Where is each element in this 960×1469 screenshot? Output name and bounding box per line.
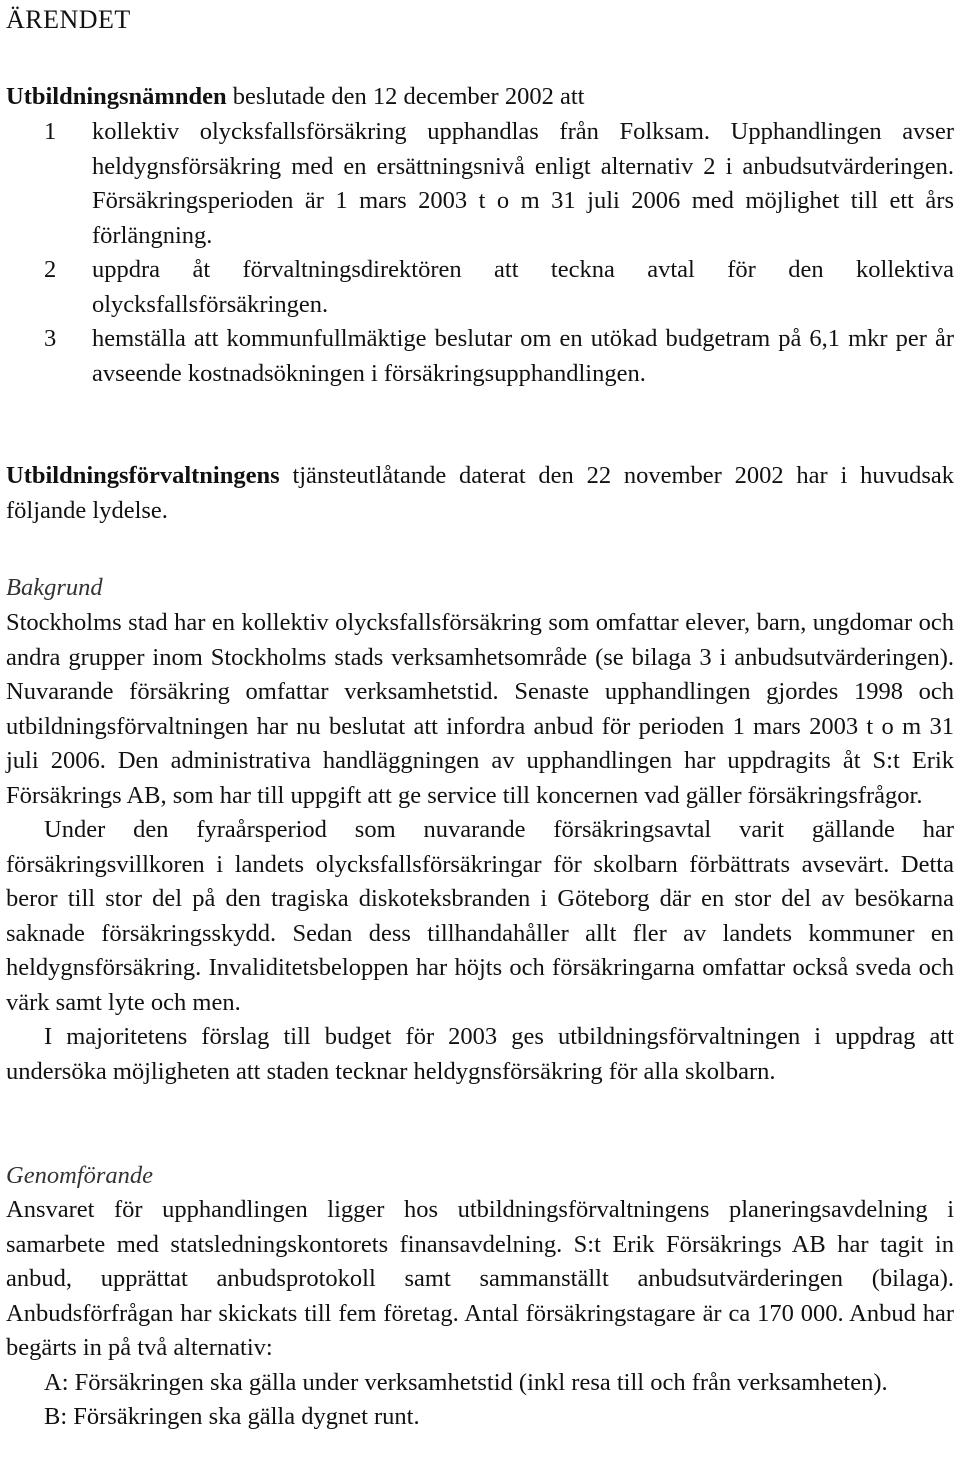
decision-intro-text: beslutade den 12 december 2002 att <box>226 83 585 110</box>
bakgrund-paragraph-3: I majoritetens förslag till budget för 2003 ges utbildningsförvaltningen i uppdrag att undersöka möjligheten att staden tecknar heldygnsförsäkring för alla skolbarn. <box>6 1023 954 1085</box>
decision-item-text: hemställa att kommunfullmäktige beslutar om en utökad budgetram på 6,1 mkr per år avseende kostnadsökningen i försäkringsupphandlingen. <box>92 325 954 387</box>
decision-item-text: uppdra åt förvaltningsdirektören att teckna avtal för den kollektiva olycksfallsförsäkringen. <box>92 256 954 318</box>
genomforande-paragraph: Ansvaret för upphandlingen ligger hos utbildningsförvaltningens planeringsavdelning i samarbete med statsledningskontorets finansavdelning. S:t Erik Försäkrings AB har tagit in anbud, upprättat anbudsprotokoll samt sammanställt anbudsutvärderingen (bilaga). Anbudsförfrågan har skickats till fem företag. Antal försäkringstagare är ca 170 000. Anbud har begärts in på två alternativ: <box>6 1196 954 1361</box>
decision-item-1 <box>6 115 954 253</box>
bakgrund-body <box>6 606 954 1089</box>
decision-item-text: kollektiv olycksfallsförsäkring upphandlas från Folksam. Upphandlingen avser heldygnsförsäkring med en ersättningsnivå enligt alternativ 2 i anbudsutvärderingen. Försäkringsperioden är 1 mars 2003 t o m 31 juli 2006 med möjlighet till ett års förlängning. <box>92 118 954 249</box>
bakgrund-paragraph-2: Under den fyraårsperiod som nuvarande försäkringsavtal varit gällande har försäkringsvillkoren i landets olycksfallsförsäkringar för skolbarn förbättrats avsevärt. Detta beror till stor del på den tragiska diskoteksbranden i Göteborg där en stor del av besökarna saknade försäkringsskydd. Sedan dess tillhandahåller allt fler av landets kommuner en heldygnsförsäkring. Invaliditetsbeloppen har höjts och försäkringarna omfattar också sveda och värk samt lyte och men. <box>6 816 954 1016</box>
decision-list <box>6 115 954 391</box>
statement-paragraph <box>6 459 954 528</box>
page-heading: ÄRENDET <box>6 5 131 34</box>
decision-item-3 <box>6 322 954 391</box>
alternative-a: A: Försäkringen ska gälla under verksamhetstid (inkl resa till och från verksamheten). <box>44 1368 888 1396</box>
statement-lead: Utbildningsförvaltningens <box>6 462 280 489</box>
genomforande-body <box>6 1193 954 1435</box>
decision-intro <box>6 80 954 115</box>
alternative-b: B: Försäkringen ska gälla dygnet runt. <box>44 1403 420 1430</box>
bakgrund-paragraph-1: Stockholms stad har en kollektiv olycksfallsförsäkring som omfattar elever, barn, ungdomar och andra grupper inom Stockholms stads verksamhetsområde (se bilaga 3 i anbudsutvärderingen). Nuvarande försäkring omfattar verksamhetstid. Senaste upphandlingen gjordes 1998 och utbildningsförvaltningen har nu beslutat att infordra anbud för perioden 1 mars 2003 t o m 31 juli 2006. Den administrativa handläggningen av upphandlingen har uppdragits åt S:t Erik Försäkrings AB, som har till uppgift att ge service till koncernen vad gäller försäkringsfrågor. <box>6 609 954 809</box>
decision-item-2 <box>6 253 954 322</box>
statement-text: tjänsteutlåtande daterat den 22 november 2002 har i huvudsak följande lydelse. <box>6 462 954 524</box>
decision-lead: Utbildningsnämnden <box>6 83 227 110</box>
decision-item-number: 1 <box>44 118 57 145</box>
decision-item-number: 2 <box>44 256 57 283</box>
section-title-bakgrund: Bakgrund <box>6 574 103 601</box>
decision-item-number: 3 <box>44 325 57 352</box>
section-title-genomforande: Genomförande <box>6 1162 153 1189</box>
